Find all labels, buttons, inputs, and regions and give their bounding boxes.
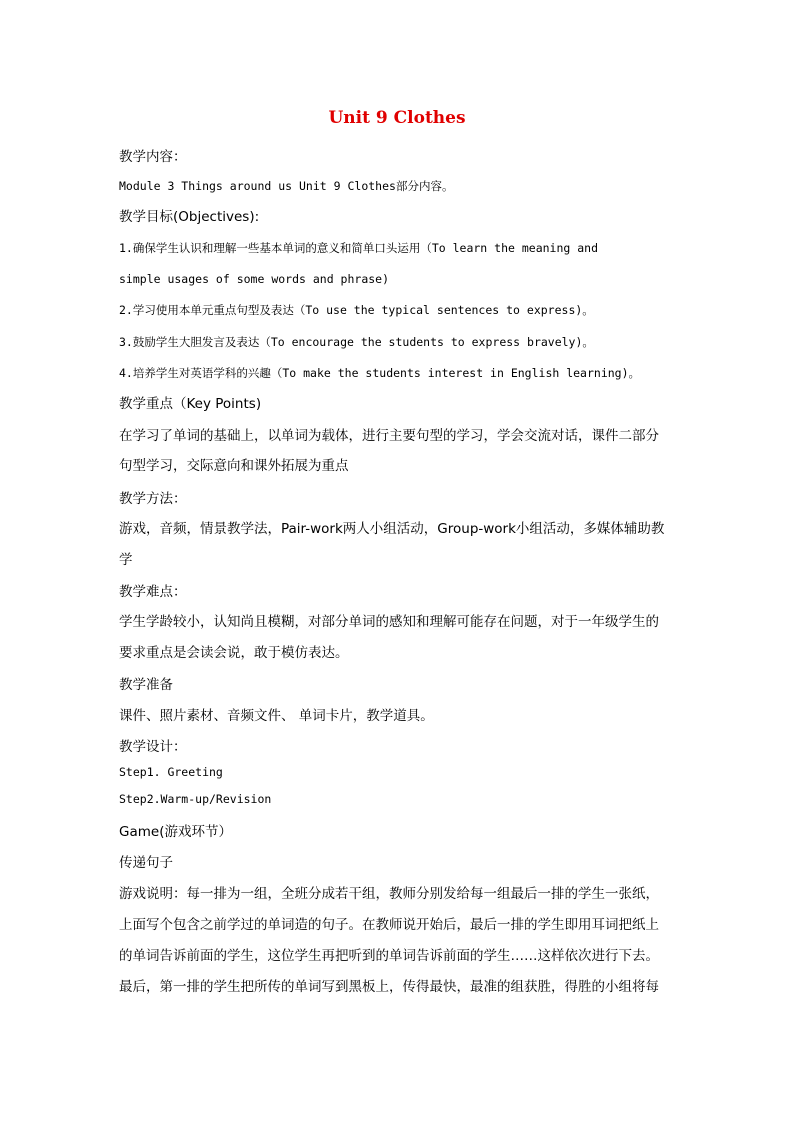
section-heading-design: 教学设计： [119, 739, 187, 755]
objective-1-line-1: 1.确保学生认识和理解一些基本单词的意义和简单口头运用（To learn the meaning and [119, 241, 599, 255]
game-rules-line-1: 游戏说明：每一排为一组，全班分成若干组，教师分别发给每一组最后一排的学生一张纸， [119, 886, 659, 902]
key-points-line-1: 在学习了单词的基础上，以单词为载体，进行主要句型的学习，学会交流对话，课件二部分 [119, 428, 659, 444]
methods-line-2: 学 [119, 552, 133, 568]
section-heading-key-points: 教学重点（Key Points) [119, 396, 262, 412]
preparation-text: 课件、照片素材、音频文件、 单词卡片，教学道具。 [119, 708, 434, 724]
difficulties-line-1: 学生学龄较小，认知尚且模糊，对部分单词的感知和理解可能存在问题，对于一年级学生的 [119, 614, 659, 630]
step-2: Step2.Warm-up/Revision [119, 792, 272, 806]
game-name: 传递句子 [119, 855, 173, 871]
objective-3: 3.鼓励学生大胆发言及表达（To encourage the students to express bravely)。 [119, 335, 594, 349]
methods-line-1: 游戏，音频，情景教学法，Pair-work两人小组活动，Group-work小组活动，多媒体辅助教 [119, 521, 665, 537]
step-1: Step1. Greeting [119, 765, 223, 779]
document-title: Unit 9 Clothes [328, 108, 466, 128]
game-heading: Game(游戏环节） [119, 824, 232, 840]
game-rules-line-3: 的单词告诉前面的学生，这位学生再把听到的单词告诉前面的学生……这样依次进行下去。 [119, 948, 659, 964]
game-rules-line-2: 上面写个包含之前学过的单词造的句子。在教师说开始后，最后一排的学生即用耳词把纸上 [119, 917, 659, 933]
section-heading-difficulties: 教学难点： [119, 584, 187, 600]
objective-4: 4.培养学生对英语学科的兴趣（To make the students interest in English learning)。 [119, 366, 641, 380]
section-heading-objectives: 教学目标(Objectives): [119, 209, 260, 225]
objective-1-line-2: simple usages of some words and phrase) [119, 272, 390, 286]
key-points-line-2: 句型学习，交际意向和课外拓展为重点 [119, 458, 349, 474]
content-text: Module 3 Things around us Unit 9 Clothes部分内容。 [119, 179, 454, 193]
objective-2: 2.学习使用本单元重点句型及表达（To use the typical sentences to express)。 [119, 303, 594, 317]
difficulties-line-2: 要求重点是会读会说，敢于模仿表达。 [119, 645, 349, 661]
section-heading-methods: 教学方法： [119, 491, 187, 507]
section-heading-preparation: 教学准备 [119, 677, 173, 693]
section-heading-content: 教学内容： [119, 149, 187, 165]
game-rules-line-4: 最后，第一排的学生把所传的单词写到黑板上，传得最快，最准的组获胜，得胜的小组将每 [119, 979, 659, 995]
